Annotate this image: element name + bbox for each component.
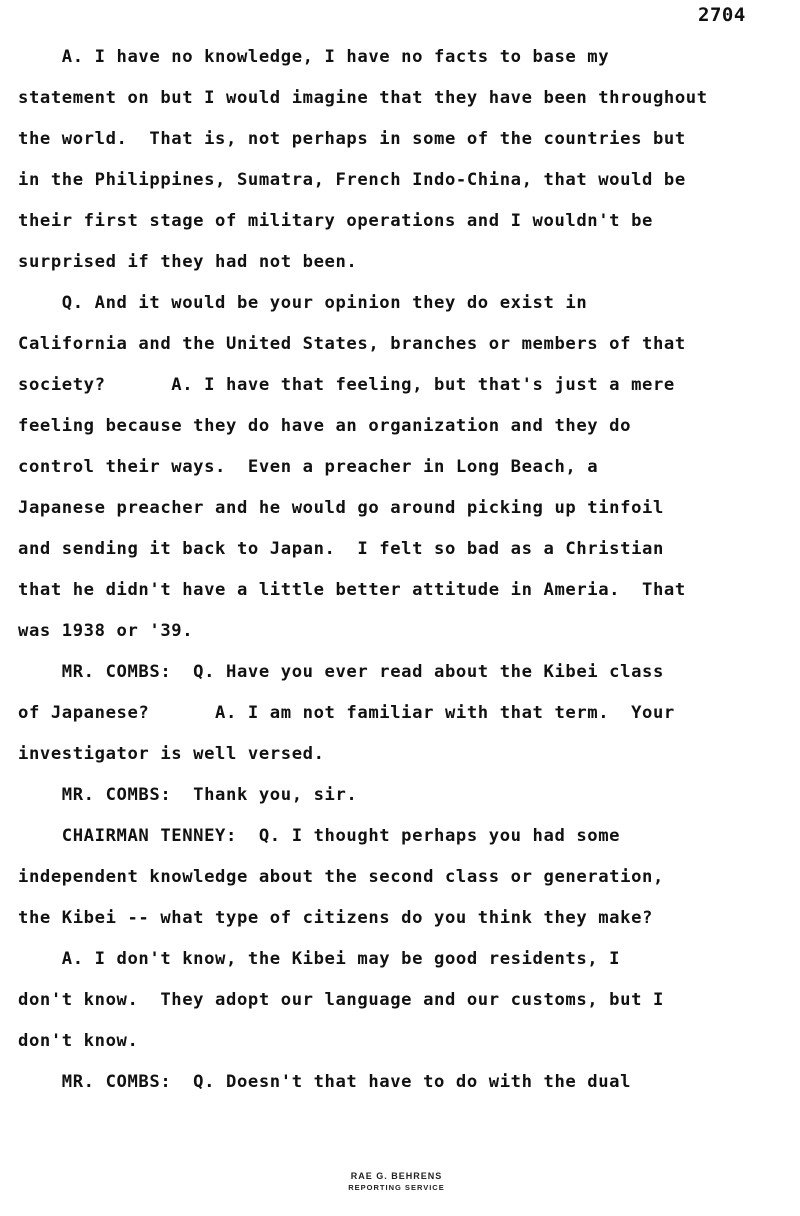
transcript-line: surprised if they had not been. xyxy=(18,252,358,272)
transcript-line: CHAIRMAN TENNEY: Q. I thought perhaps you had some xyxy=(18,826,621,846)
transcript-line: society? A. I have that feeling, but that's just a mere xyxy=(18,375,675,395)
transcript-line: MR. COMBS: Q. Doesn't that have to do with the dual xyxy=(18,1072,632,1092)
transcript-line: in the Philippines, Sumatra, French Indo-China, that would be xyxy=(18,170,686,190)
transcript-line: their first stage of military operations and I wouldn't be xyxy=(18,211,653,231)
transcript-line: MR. COMBS: Thank you, sir. xyxy=(18,785,358,805)
transcript-line: and sending it back to Japan. I felt so bad as a Christian xyxy=(18,539,664,559)
transcript-line: California and the United States, branches or members of that xyxy=(18,334,686,354)
transcript-line: Q. And it would be your opinion they do exist in xyxy=(18,293,588,313)
transcript-line: statement on but I would imagine that they have been throughout xyxy=(18,88,708,108)
transcript-line: A. I don't know, the Kibei may be good residents, I xyxy=(18,949,621,969)
reporting-service-label: REPORTING SERVICE xyxy=(348,1183,445,1192)
transcript-line: feeling because they do have an organization and they do xyxy=(18,416,632,436)
reporter-name: RAE G. BEHRENS xyxy=(350,1171,443,1181)
transcript-line: investigator is well versed. xyxy=(18,744,325,764)
transcript-line: MR. COMBS: Q. Have you ever read about the Kibei class xyxy=(18,662,664,682)
transcript-line: of Japanese? A. I am not familiar with that term. Your xyxy=(18,703,675,723)
transcript-line: that he didn't have a little better attitude in Ameria. That xyxy=(18,580,686,600)
transcript-line: don't know. xyxy=(18,1031,139,1051)
transcript-line: A. I have no knowledge, I have no facts to base my xyxy=(18,47,610,67)
transcript-line: control their ways. Even a preacher in Long Beach, a xyxy=(18,457,599,477)
transcript-line: independent knowledge about the second class or generation, xyxy=(18,867,664,887)
reporter-footer xyxy=(0,1171,793,1192)
transcript-line: don't know. They adopt our language and our customs, but I xyxy=(18,990,664,1010)
transcript-line: the world. That is, not perhaps in some of the countries but xyxy=(18,129,686,149)
transcript-line: the Kibei -- what type of citizens do you think they make? xyxy=(18,908,653,928)
transcript-line: Japanese preacher and he would go around picking up tinfoil xyxy=(18,498,664,518)
transcript-line: was 1938 or '39. xyxy=(18,621,194,641)
page-number: 2704 xyxy=(698,4,746,26)
